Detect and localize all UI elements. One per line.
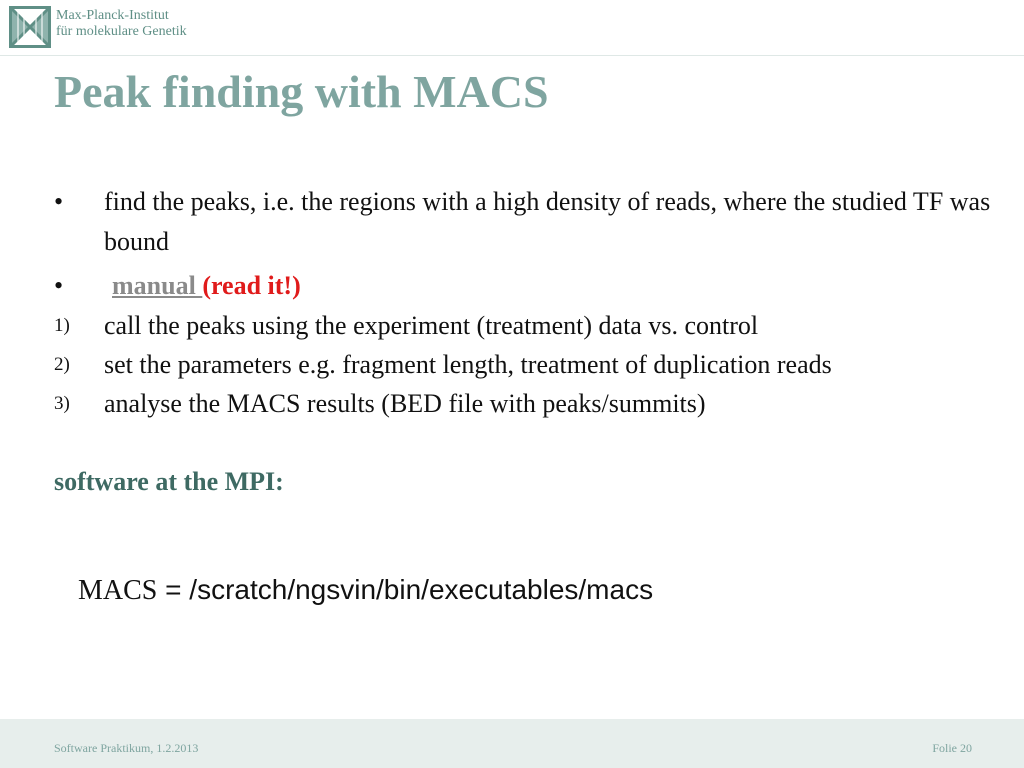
step-text: set the parameters e.g. fragment length, treatment of duplication reads bbox=[104, 350, 832, 379]
macs-path bbox=[78, 570, 653, 611]
institute-name-line2: für molekulare Genetik bbox=[56, 24, 187, 39]
manual-link[interactable]: manual bbox=[112, 271, 203, 300]
bullet-text bbox=[112, 266, 994, 306]
footer-course-date: Software Praktikum, 1.2.2013 bbox=[54, 741, 199, 755]
bullet-text: find the peaks, i.e. the regions with a high density of reads, where the studied TF was bound bbox=[104, 187, 991, 256]
step-number: 3) bbox=[54, 393, 70, 414]
section-label: software at the MPI: bbox=[54, 467, 284, 496]
macs-path-value: = /scratch/ngsvin/bin/executables/macs bbox=[157, 574, 654, 605]
bullet-marker: • bbox=[54, 187, 64, 216]
step-text: call the peaks using the experiment (treatment) data vs. control bbox=[104, 311, 759, 340]
step-number: 1) bbox=[54, 315, 70, 336]
step-text: analyse the MACS results (BED file with peaks/summits) bbox=[104, 389, 706, 418]
macs-path-label: MACS bbox=[78, 575, 158, 606]
step-number: 2) bbox=[54, 354, 70, 375]
slide-title: Peak finding with MACS bbox=[54, 66, 549, 117]
institute-name-line1: Max-Planck-Institut bbox=[56, 8, 169, 23]
read-it-note: (read it!) bbox=[202, 271, 301, 300]
slide-number: Folie 20 bbox=[932, 741, 972, 755]
bullet-marker: • bbox=[54, 271, 64, 300]
